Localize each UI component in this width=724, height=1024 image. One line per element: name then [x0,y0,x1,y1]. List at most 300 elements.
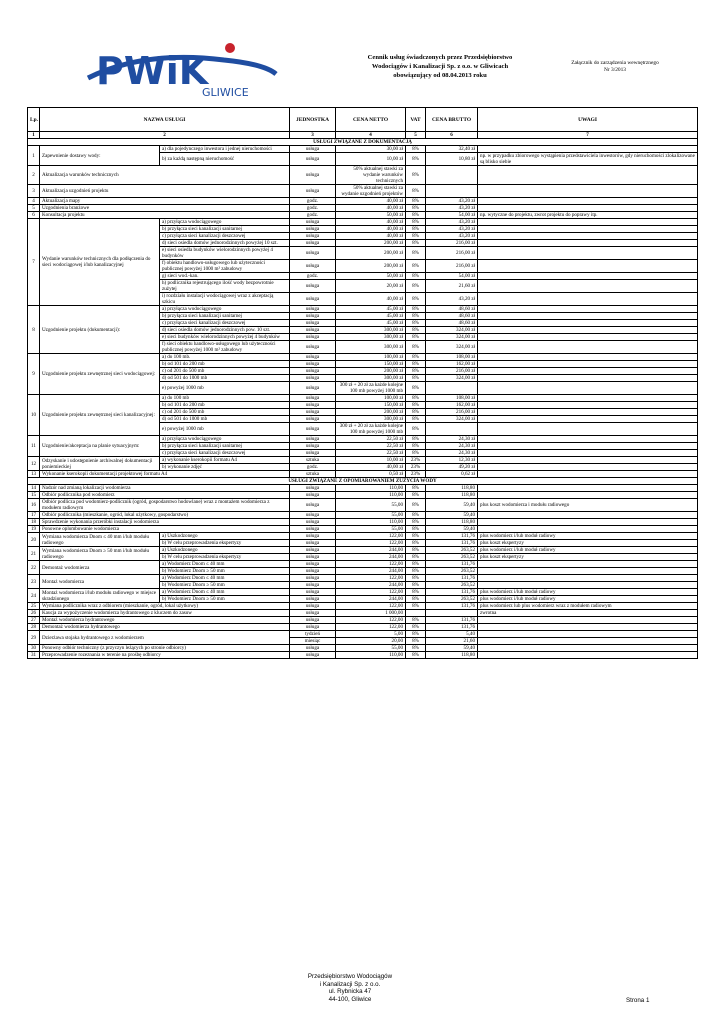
row-name: Uzgodnienie projektu (dokumentacji): [40,306,160,354]
row-unit: sztuka [290,471,336,478]
row-vat: 8% [406,341,426,354]
row-gross: 324,00 zł [426,375,478,382]
row-subitem: b) W celu przeprowadzenia ekspertyzy [160,554,290,561]
row-gross: 118,80 [426,485,478,492]
row-remarks [478,354,698,361]
row-subitem: e) powyżej 1000 mb [160,382,290,395]
row-subitem: c) przyłącza sieci kanalizacji deszczowej [160,320,290,327]
row-net: 40,00 zł [336,205,406,212]
row-subitem: c) przyłącza sieci kanalizacji deszczowej [160,450,290,457]
row-unit: usługa [290,575,336,582]
row-gross: 131,76 [426,603,478,610]
row-unit: usługa [290,260,336,273]
page-number: Strona 1 [626,997,650,1004]
row-gross: 12,30 zł [426,457,478,464]
row-remarks [478,280,698,293]
row-gross: 118,80 [426,492,478,499]
row-vat: 8% [406,327,426,334]
row-net: 40,00 zł [336,219,406,226]
row-gross: 48,60 zł [426,306,478,313]
row-vat: 8% [406,638,426,645]
row-lp: 6 [28,212,40,219]
row-net: 22,50 zł [336,436,406,443]
row-gross: 216,00 zł [426,368,478,375]
row-vat: 8% [406,499,426,512]
row-subitem: b) od 101 do 200 mb [160,361,290,368]
row-name: Wymiana wodomierza Dnom ≥ 50 mm i/lub modułu radiowego [40,547,160,561]
row-vat: 23% [406,457,426,464]
row-net: 5,00 [336,631,406,638]
row-remarks [478,561,698,568]
row-name: Odbiór podlicza pod wodomierz-podlicznik (ogród, gospodarstwo hodowlane) wraz z montażem wodomierza z modułem radiowym [40,499,290,512]
row-net: 300 zł + 20 zł za każde kolejne 100 mb powyżej 1000 mb [336,382,406,395]
row-name: Wydanie warunków technicznych dla podłączenia do sieci wodociągowej i/lub kanalizacyjnej [40,219,160,306]
row-net: 300,00 zł [336,341,406,354]
row-lp: 16 [28,499,40,512]
table-row [28,219,698,226]
row-lp: 21 [28,547,40,561]
row-remarks: plus wodomierz i/lub moduł radiowy [478,547,698,554]
row-remarks [478,368,698,375]
row-vat: 8% [406,423,426,436]
row-name: Demontaż wodomierza hydrantowego [40,624,290,631]
row-gross: 49,20 zł [426,464,478,471]
row-lp: 26 [28,610,40,617]
row-vat: 8% [406,533,426,540]
row-net: 150,00 zł [336,402,406,409]
row-unit: usługa [290,395,336,402]
row-unit: usługa [290,610,336,617]
row-vat: 8% [406,624,426,631]
row-remarks [478,293,698,306]
column-number-row: 1 2 3 4 5 6 7 [28,132,698,139]
row-subitem: b) Wodomierz Dnom ≥ 50 mm [160,582,290,589]
table-row [28,198,698,205]
row-unit: usługa [290,334,336,341]
table-row [28,185,698,198]
row-remarks [478,273,698,280]
row-subitem: c) od 201 do 500 mb [160,368,290,375]
row-name: Montaż wodomierza [40,575,160,589]
row-subitem: b) przyłącza sieci kanalizacji sanitarnej [160,313,290,320]
row-gross: 43,20 zł [426,198,478,205]
row-lp: 17 [28,512,40,519]
row-vat: 8% [406,320,426,327]
row-unit: usługa [290,233,336,240]
row-subitem: a) do 100 mb. [160,354,290,361]
row-name: Wykonanie kserokopii dokumentacji projektowej formatu A4 [40,471,290,478]
row-remarks [478,240,698,247]
row-subitem: b) od 101 do 200 mb [160,402,290,409]
row-unit: godz. [290,273,336,280]
row-gross: 24,30 zł [426,436,478,443]
row-lp: 4 [28,198,40,205]
row-lp: 11 [28,436,40,457]
row-vat: 8% [406,631,426,638]
row-name: Odbiór podlicznika (mieszkanie, ogród, lokal użytkowy, gospodarstwo) [40,512,290,519]
row-name: Aktualizacja uzgodnień projektu [40,185,290,198]
row-unit: usługa [290,313,336,320]
row-net: 55,00 [336,526,406,533]
row-net: 300,00 zł [336,375,406,382]
row-remarks [478,457,698,464]
table-row [28,395,698,402]
row-net: 10,00 zł [336,457,406,464]
row-subitem: a) Uszkodzonego [160,533,290,540]
row-gross: 131,76 [426,624,478,631]
row-net: 300 zł + 20 zł za każde kolejne 100 mb powyżej 1000 mb [336,423,406,436]
row-lp: 1 [28,146,40,166]
row-gross: 43,20 zł [426,219,478,226]
row-remarks [478,436,698,443]
row-net: 244,00 [336,582,406,589]
table-row [28,547,698,554]
row-vat: 8% [406,582,426,589]
row-unit: usługa [290,416,336,423]
footer-address: Przedsiębiorstwo Wodociągów i Kanalizacji Sp. z o.o. ul. Rybnicka 47 44-100, Gliwice [307,973,393,1003]
row-lp: 31 [28,652,40,659]
row-name: Odzyskanie i udostępnienie archiwalnej dokumentacji poniemieckiej [40,457,160,471]
row-vat: 8% [406,240,426,247]
row-unit: usługa [290,320,336,327]
row-net: 122,00 [336,603,406,610]
table-row [28,471,698,478]
row-subitem: b) Wodomierz Dnom ≥ 50 mm [160,596,290,603]
row-gross: 131,76 [426,575,478,582]
row-vat: 8% [406,519,426,526]
row-gross: 216,00 zł [426,240,478,247]
row-name: Montaż wodomierza hydrantowego [40,617,290,624]
table-row [28,512,698,519]
row-unit: usługa [290,327,336,334]
row-net: 0,50 zł [336,471,406,478]
row-unit: usługa [290,240,336,247]
row-vat: 8% [406,247,426,260]
row-gross: 324,00 zł [426,416,478,423]
row-name: Kaucja za wypożyczenie wodomierza hydrantowego z kluczem do zasuw [40,610,290,617]
row-net: 50,00 zł [336,212,406,219]
row-vat: 8% [406,554,426,561]
row-unit: usługa [290,533,336,540]
row-remarks [478,361,698,368]
row-subitem: a) Wodomierz Dnom ≤ 40 mm [160,589,290,596]
row-net: 110,00 [336,652,406,659]
row-net: 45,00 zł [336,306,406,313]
table-row [28,205,698,212]
row-vat: 8% [406,354,426,361]
row-gross: 43,20 zł [426,205,478,212]
row-lp: 27 [28,617,40,624]
row-subitem: d) od 501 do 1000 mb [160,375,290,382]
row-gross: 5,40 [426,631,478,638]
row-name: Ponowne oplombowanie wodomierza [40,526,290,533]
row-net: 300,00 zł [336,416,406,423]
row-vat: 8% [406,375,426,382]
row-name: Wymiana wodomierza Dnom ≤ 40 mm i/lub modułu radiowego [40,533,160,547]
row-vat: 23% [406,464,426,471]
row-unit: usługa [290,293,336,306]
row-subitem: a) Wodomierz Dnom ≤ 40 mm [160,575,290,582]
row-unit: usługa [290,306,336,313]
row-vat: 8% [406,153,426,166]
row-subitem: b) Wodomierz Dnom ≥ 50 mm [160,568,290,575]
row-vat: 8% [406,652,426,659]
row-remarks [478,327,698,334]
row-remarks [478,485,698,492]
row-net: 1 000,00 [336,610,406,617]
row-lp: 15 [28,492,40,499]
row-remarks [478,198,698,205]
row-vat: 8% [406,540,426,547]
section-header [28,139,698,146]
row-unit: miesiąc [290,638,336,645]
row-remarks [478,526,698,533]
row-vat: 8% [406,443,426,450]
row-remarks [478,247,698,260]
row-unit: usługa [290,526,336,533]
row-net: 10,00 zł [336,153,406,166]
row-subitem: b) wykonanie zdjęć [160,464,290,471]
row-vat: 8% [406,485,426,492]
row-net: 200,00 zł [336,247,406,260]
row-remarks [478,645,698,652]
row-unit: usługa [290,382,336,395]
row-lp: 10 [28,395,40,436]
row-unit: godz. [290,205,336,212]
row-remarks [478,568,698,575]
row-gross: 59,40 [426,499,478,512]
row-vat: 23% [406,471,426,478]
row-gross: 21,60 zł [426,280,478,293]
row-net: 150,00 zł [336,361,406,368]
row-gross: 216,00 zł [426,409,478,416]
row-gross: 324,00 zł [426,334,478,341]
row-name: Konsultacja projektu [40,212,290,219]
row-remarks: np. w przypadku zbiorowego wystąpienia przedstawiciela inwestorów, gdy nieruchomości zlokalizowane są blisko siebie [478,153,698,166]
document-title: Cennik usług świadczonych przez Przedsiębiorstwo Wodociągów i Kanalizacji Sp. z o.o. w Gliwicach obowiązujący od 08.04.2013 roku [367,54,513,79]
row-subitem: a) przyłącza wodociągowego [160,219,290,226]
row-net: 122,00 [336,533,406,540]
row-vat: 8% [406,382,426,395]
row-lp: 23 [28,575,40,589]
row-gross: 54,00 zł [426,212,478,219]
row-subitem: b) za każdą następną nieruchomość [160,153,290,166]
row-remarks [478,185,698,198]
row-unit: usługa [290,185,336,198]
row-name: Odbiór podlicznika pod wodomierz [40,492,290,499]
row-subitem: a) przyłącza wodociągowego [160,306,290,313]
table-row [28,652,698,659]
row-net: 45,00 zł [336,313,406,320]
row-unit: usługa [290,368,336,375]
row-lp: 25 [28,603,40,610]
row-remarks [478,334,698,341]
row-lp: 20 [28,533,40,547]
row-vat: 8% [406,273,426,280]
row-remarks [478,617,698,624]
row-net: 45,00 zł [336,320,406,327]
row-name: Wymiana podlicznika wraz z odbiorem (mieszkanie, ogród, lokal użytkowy) [40,603,290,610]
row-lp: 30 [28,645,40,652]
row-vat: 8% [406,561,426,568]
row-vat: 8% [406,280,426,293]
section-title: USŁUGI ZWIĄZANE Z OPOMIAROWANIEM ZUŻYCIA WODY [28,478,698,485]
row-net: 20,00 [336,638,406,645]
row-vat: 8% [406,146,426,153]
row-subitem: e) powyżej 1000 mb [160,423,290,436]
row-net: 110,00 [336,519,406,526]
row-unit: usługa [290,354,336,361]
row-subitem: c) przyłącza sieci kanalizacji deszczowej [160,233,290,240]
row-lp: 29 [28,631,40,645]
row-subitem: b) W celu przeprowadzenia ekspertyzy [160,540,290,547]
row-gross: 131,76 [426,617,478,624]
row-remarks [478,205,698,212]
row-vat: 8% [406,219,426,226]
row-remarks: plus koszt wodomierza i modułu radiowego [478,499,698,512]
row-lp: 12 [28,457,40,471]
row-vat: 8% [406,409,426,416]
annex-note: Załącznik do zarządzenia wewnętrznego Nr 3/2013 [571,60,659,73]
row-unit: usługa [290,645,336,652]
row-remarks: plus wodomierz i/lub moduł radiowy [478,533,698,540]
row-net: 40,00 zł [336,198,406,205]
row-net: 300,00 zł [336,334,406,341]
row-gross: 162,00 zł [426,361,478,368]
row-gross: 59,40 [426,526,478,533]
row-vat: 8% [406,313,426,320]
row-gross [426,610,478,617]
row-remarks [478,624,698,631]
row-remarks [478,341,698,354]
row-subitem: a) dla pojedynczego inwestora i jednej nieruchomości [160,146,290,153]
section-title: USŁUGI ZWIĄZANE Z DOKUMENTACJĄ [28,139,698,146]
row-unit: usługa [290,540,336,547]
row-unit: usługa [290,443,336,450]
row-gross: 263,52 [426,596,478,603]
row-vat: 8% [406,416,426,423]
row-remarks: plus wodomierz lub plus wodomierz wraz z modułem radiowym [478,603,698,610]
row-unit: godz. [290,464,336,471]
row-gross: 48,60 zł [426,313,478,320]
row-name: Przeprowadzenie rozeznania w terenie na prośbę odbiorcy [40,652,290,659]
row-net: 50% aktualnej stawki za wydanie uzgodnień projektów [336,185,406,198]
row-net: 55,00 [336,499,406,512]
row-unit: usługa [290,146,336,153]
row-gross [426,382,478,395]
row-gross: 43,20 zł [426,293,478,306]
row-gross: 59,40 [426,645,478,652]
row-net: 244,00 [336,568,406,575]
row-vat: 8% [406,645,426,652]
col-unit: JEDNOSTKA [290,108,336,132]
row-lp: 9 [28,354,40,395]
row-subitem: c) od 201 do 500 mb [160,409,290,416]
row-net: 40,00 zł [336,464,406,471]
row-lp: 5 [28,205,40,212]
row-name: Montaż wodomierza i/lub modułu radiowego w miejsce skradzionego [40,589,160,603]
row-subitem: a) przyłącza wodociągowego [160,436,290,443]
row-remarks [478,166,698,185]
row-unit: godz. [290,212,336,219]
row-unit: usługa [290,485,336,492]
row-gross: 162,00 zł [426,402,478,409]
table-row [28,166,698,185]
row-vat: 8% [406,361,426,368]
row-gross [426,423,478,436]
table-row [28,533,698,540]
row-remarks [478,320,698,327]
row-lp: 24 [28,589,40,603]
row-vat: 8% [406,402,426,409]
row-unit: usługa [290,603,336,610]
row-vat: 8% [406,617,426,624]
row-unit: usługa [290,499,336,512]
logo-sub: GLIWICE [202,86,249,98]
row-net: 122,00 [336,575,406,582]
row-vat [406,610,426,617]
row-remarks [478,146,698,153]
row-remarks [478,575,698,582]
row-unit: tydzień [290,631,336,638]
row-unit: usługa [290,512,336,519]
row-unit: usługa [290,361,336,368]
table-row [28,485,698,492]
row-lp: 3 [28,185,40,198]
row-remarks [478,409,698,416]
row-net: 50,00 zł [336,273,406,280]
row-subitem: f) obiektu handlowo-usługowego lub użyteczności publicznej powyżej 1000 m² zabudowy [160,260,290,273]
row-net: 40,00 zł [336,233,406,240]
row-subitem: i) rozdziału instalacji wodociągowej wraz z akceptacją szkicu [160,293,290,306]
row-net: 40,00 zł [336,293,406,306]
col-gross: CENA BRUTTO [426,108,478,132]
row-remarks [478,313,698,320]
row-subitem: d) sieci osiedla domów jednorodzinnych pow. 10 szt. [160,327,290,334]
row-remarks [478,416,698,423]
pwik-logo [84,38,280,98]
row-remarks [478,512,698,519]
row-lp: 19 [28,526,40,533]
row-subitem: d) sieci osiedla domów jednorodzinnych powyżej 10 szt. [160,240,290,247]
row-gross: 131,76 [426,540,478,547]
row-gross: 324,00 zł [426,341,478,354]
row-gross: 131,76 [426,589,478,596]
row-vat: 8% [406,368,426,375]
row-gross: 24,30 zł [426,443,478,450]
row-remarks: np. wytyczne do projektu, zwrot projektu do poprawy itp. [478,212,698,219]
row-net: 20,00 zł [336,280,406,293]
table-row [28,146,698,153]
row-subitem: a) wykonanie kserokopii formatu A4 [160,457,290,464]
row-net: 122,00 [336,624,406,631]
row-net: 50% aktualnej stawki za wydanie warunków technicznych [336,166,406,185]
row-unit: usługa [290,436,336,443]
row-remarks [478,395,698,402]
row-net: 200,00 zł [336,368,406,375]
logo-text: PWiK [96,49,209,93]
row-unit: usługa [290,596,336,603]
row-remarks [478,638,698,645]
row-unit: usługa [290,375,336,382]
row-subitem: a) Uszkodzonego [160,547,290,554]
table-row [28,603,698,610]
row-lp: 8 [28,306,40,354]
row-vat: 8% [406,166,426,185]
row-lp: 14 [28,485,40,492]
row-unit: usługa [290,226,336,233]
table-row [28,306,698,313]
